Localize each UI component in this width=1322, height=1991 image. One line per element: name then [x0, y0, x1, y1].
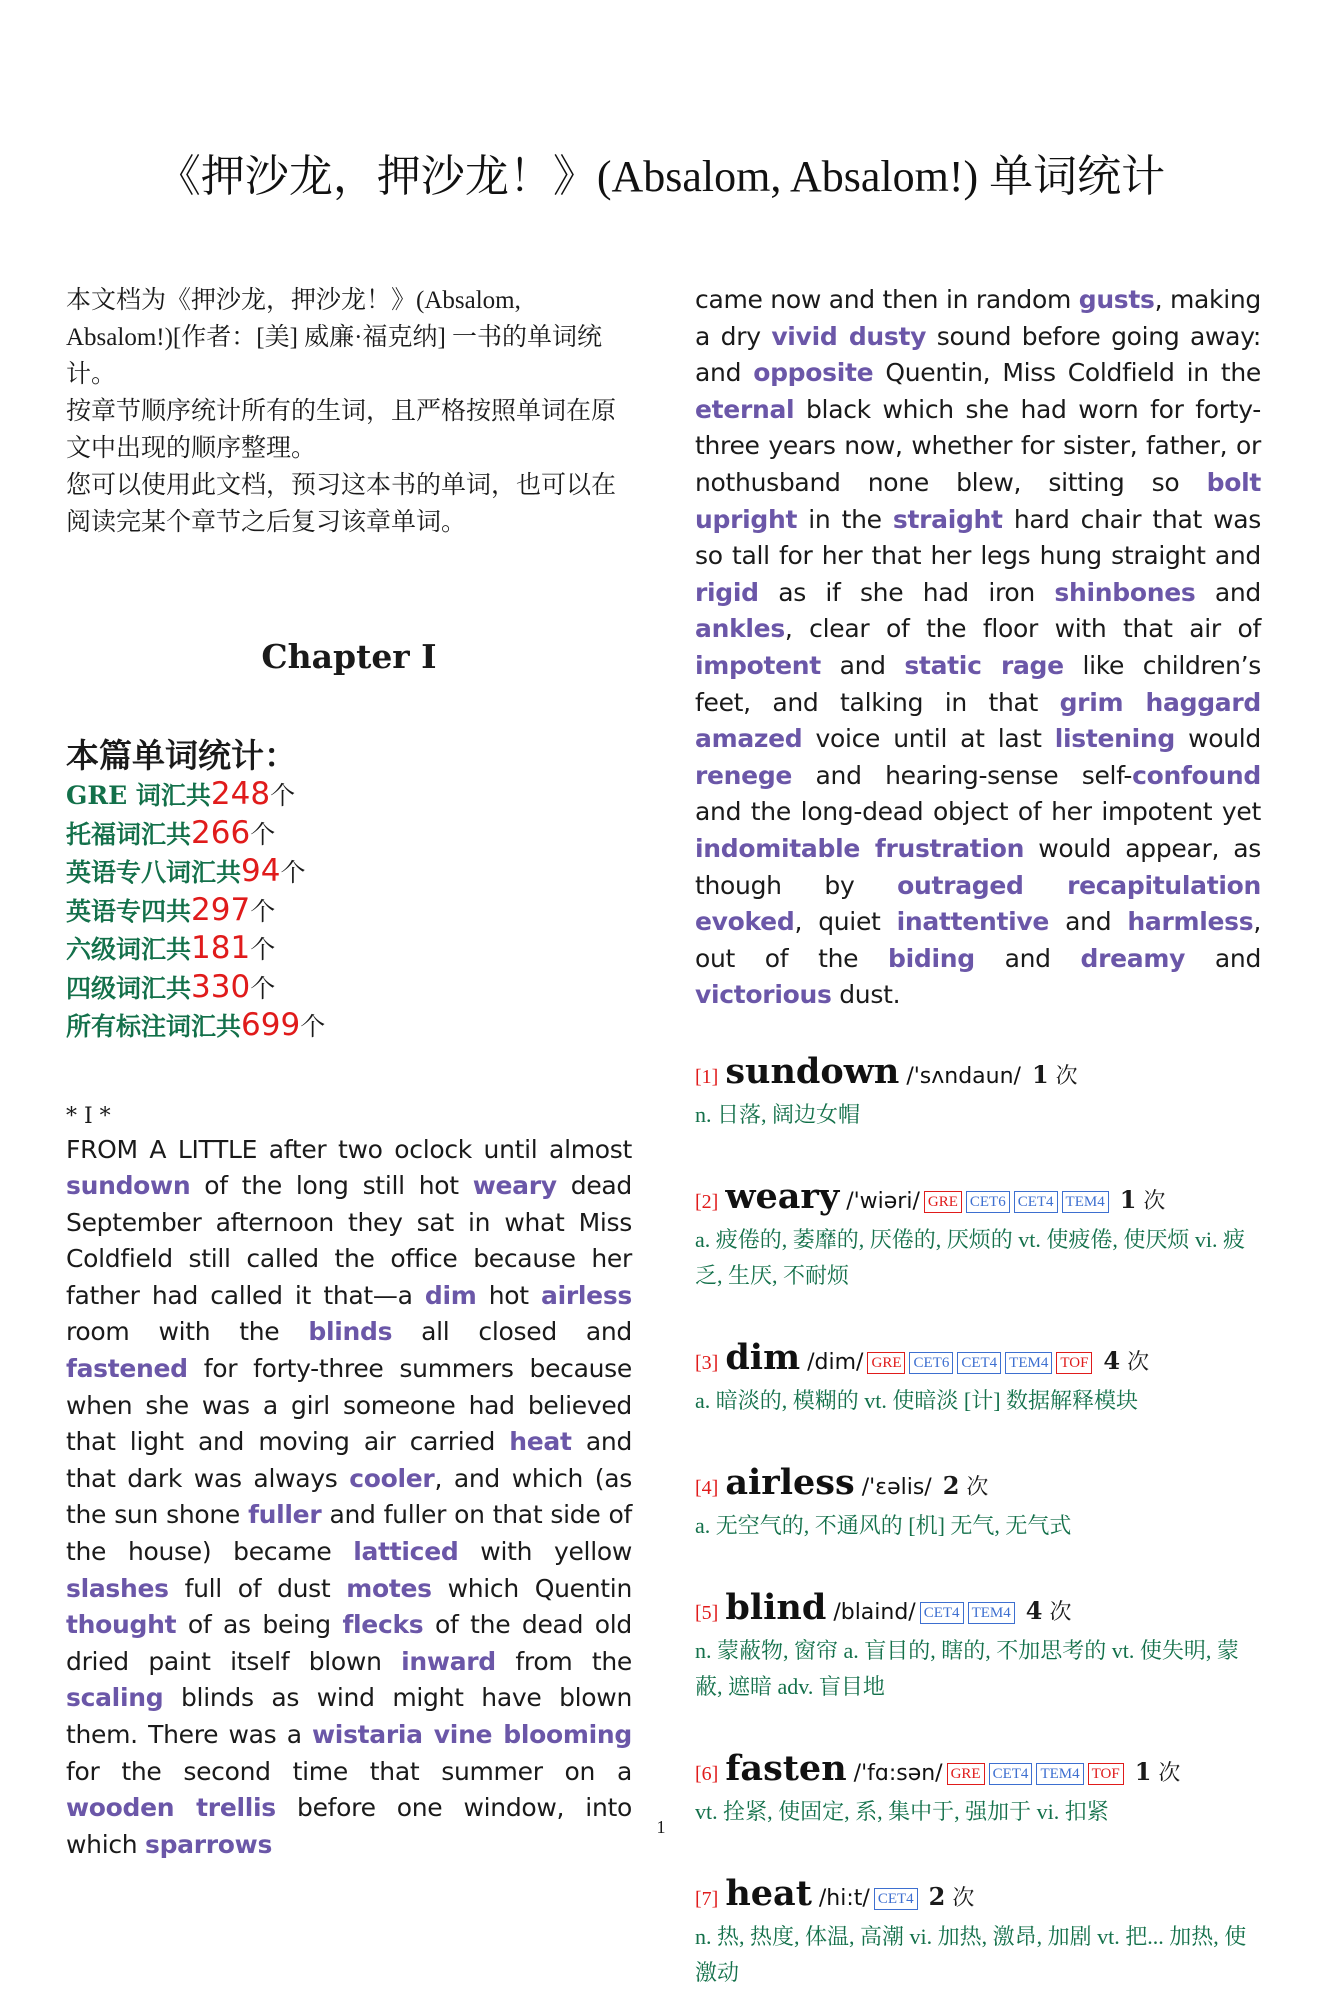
stat-unit: 个: [300, 1012, 326, 1041]
intro: [66, 282, 632, 541]
vocab-head: [695, 1588, 1261, 1633]
highlighted-word[interactable]: grim haggard amazed: [695, 687, 1261, 754]
highlighted-word[interactable]: scaling: [66, 1683, 164, 1713]
entry-phonetic: /'sʌndaun/: [906, 1063, 1021, 1089]
text-run: all closed and: [392, 1317, 632, 1347]
highlighted-word[interactable]: dreamy: [1080, 943, 1186, 973]
entry-count: 4: [1025, 1595, 1043, 1625]
entry-count: 1: [1119, 1184, 1137, 1214]
stat-unit: 个: [250, 973, 276, 1003]
stat-unit: 个: [250, 819, 276, 849]
highlighted-word[interactable]: renege: [695, 760, 793, 790]
entry-phonetic: /hi:t/: [818, 1885, 870, 1911]
entry-count: 2: [928, 1881, 946, 1911]
entry-count-unit: 次: [966, 1474, 989, 1500]
stat-count: 248: [210, 776, 271, 812]
stat-count: 699: [241, 1007, 301, 1043]
stat-unit: 个: [250, 935, 276, 964]
text-run: blinds as wind might have blown them. There was a: [66, 1683, 632, 1749]
text-run: hard chair that was so tall for her that her legs hung straight and: [695, 504, 1261, 571]
highlighted-word[interactable]: ankles: [695, 614, 785, 644]
highlighted-word[interactable]: sundown: [66, 1171, 191, 1201]
text-run: room with the: [66, 1317, 309, 1347]
text-run: from the: [495, 1646, 632, 1676]
entry-count: 1: [1031, 1059, 1049, 1089]
page-title: 《押沙龙，押沙龙！》(Absalom, Absalom!) 单词统计: [156, 152, 1166, 201]
text-run: and: [1049, 907, 1128, 937]
text-run: in the: [797, 504, 893, 534]
highlighted-word[interactable]: latticed: [353, 1537, 459, 1567]
stat-row: [66, 815, 632, 854]
level-tag: CET6: [909, 1352, 953, 1374]
vocab-head: [695, 1177, 1261, 1222]
entry-definition: vt. 拴紧, 使固定, 系, 集中于, 强加于 vi. 扣紧: [695, 1798, 1109, 1824]
entry-phonetic: /dim/: [807, 1349, 864, 1375]
vocab-head: [695, 1749, 1261, 1794]
highlighted-word[interactable]: blinds: [308, 1317, 393, 1347]
entry-count-unit: 次: [1055, 1063, 1078, 1089]
text-run: as if she had iron: [758, 577, 1055, 607]
highlighted-word[interactable]: victorious: [695, 980, 832, 1010]
entry-count-unit: 次: [1049, 1599, 1072, 1625]
highlighted-word[interactable]: fastened: [66, 1354, 188, 1384]
stat-row: [66, 776, 632, 815]
highlighted-word[interactable]: wooden trellis: [66, 1793, 276, 1823]
entry-definition: a. 无空气的, 不通风的 [机] 无气, 无气式: [695, 1512, 1072, 1538]
text-run: , out of the: [695, 907, 1261, 973]
text-run: of the dead old dried paint itself blown: [66, 1610, 632, 1676]
vocab-head: [695, 1463, 1261, 1508]
intro-paragraph: 您可以使用此文档，预习这本书的单词，也可以在阅读完某个章节之后复习该章单词。: [66, 472, 617, 536]
vocab-entry: [695, 1052, 1261, 1133]
highlighted-word[interactable]: cooler: [349, 1463, 435, 1493]
text-run: before one window, into which: [66, 1793, 632, 1859]
text-run: and: [1185, 943, 1262, 973]
text-run: , clear of the floor with that air of: [784, 614, 1261, 644]
stat-row: [66, 930, 632, 969]
entry-index: [7]: [695, 1887, 719, 1910]
entry-index: [5]: [695, 1601, 719, 1624]
highlighted-word[interactable]: motes: [346, 1573, 432, 1603]
highlighted-word[interactable]: biding: [887, 943, 975, 973]
entry-phonetic: /'fɑ:sən/: [853, 1760, 943, 1786]
entry-word[interactable]: airless: [725, 1461, 855, 1503]
chapter-text-right: [695, 282, 1261, 1014]
text-run: and fuller on that side of the house) became: [66, 1500, 632, 1567]
entry-word[interactable]: blind: [725, 1586, 827, 1628]
stats-list: [66, 776, 632, 1046]
highlighted-word[interactable]: inattentive: [896, 907, 1050, 937]
level-tag: TEM4: [968, 1602, 1015, 1624]
highlighted-word[interactable]: gusts: [1078, 285, 1155, 314]
level-tag: TEM4: [1036, 1763, 1083, 1785]
entry-index: [1]: [695, 1065, 719, 1088]
text-run: , and which (as the sun shone: [66, 1463, 632, 1530]
page-number: 1: [656, 1817, 666, 1837]
highlighted-word[interactable]: fuller: [248, 1500, 322, 1530]
highlighted-word[interactable]: bolt upright: [695, 467, 1261, 534]
stat-label: GRE 词汇共: [66, 781, 211, 810]
stat-label: 英语专四共: [66, 896, 192, 926]
highlighted-word[interactable]: harmless: [1127, 907, 1254, 937]
stat-count: 330: [191, 968, 251, 1005]
stat-row: [66, 1007, 632, 1046]
text-run: hot: [476, 1280, 542, 1310]
entry-phonetic: /'wiəri/: [846, 1188, 920, 1214]
highlighted-word[interactable]: rigid: [695, 577, 759, 607]
level-tag: CET6: [966, 1191, 1010, 1213]
text-run: with yellow: [458, 1537, 632, 1567]
highlighted-word[interactable]: outraged recapitulation evoked: [695, 870, 1261, 937]
text-run: Quentin, Miss Coldfield in the: [873, 358, 1261, 388]
text-run: and hearing-sense self-: [792, 760, 1133, 790]
text-run: of the long still hot: [190, 1171, 473, 1201]
text-run: dead September afternoon they sat in what Miss Coldfield still called the office because her father had called it that—a: [66, 1171, 633, 1310]
text-run: came now and then in random: [695, 285, 1079, 314]
entry-index: [4]: [695, 1476, 719, 1499]
entry-definition: a. 暗淡的, 模糊的 vt. 使暗淡 [计] 数据解释模块: [695, 1387, 1139, 1413]
text-run: black which she had worn for forty-three years now, whether for sister, father, or nothusband none blew, sitting so: [695, 394, 1261, 497]
level-tag: CET4: [957, 1352, 1001, 1374]
text-run: and: [820, 650, 905, 680]
highlighted-word[interactable]: flecks: [342, 1610, 424, 1640]
entry-word[interactable]: dim: [725, 1336, 801, 1378]
entry-count-unit: 次: [1143, 1188, 1166, 1214]
entry-word[interactable]: heat: [725, 1872, 812, 1914]
stat-label: 英语专八词汇共: [66, 858, 242, 887]
level-tag: TOF: [1056, 1352, 1092, 1374]
stat-count: 297: [191, 891, 251, 928]
stat-unit: 个: [250, 896, 276, 926]
entry-count: 1: [1134, 1756, 1152, 1786]
entry-definition: n. 蒙蔽物, 窗帘 a. 盲目的, 瞎的, 不加思考的 vt. 使失明, 蒙蔽, 遮暗 adv. 盲目地: [695, 1637, 1239, 1699]
text-run: sound before going away: and: [695, 321, 1261, 388]
entry-word[interactable]: weary: [725, 1175, 840, 1217]
level-tag: TEM4: [1062, 1191, 1109, 1213]
right-column: [695, 282, 1261, 1991]
entry-word[interactable]: sundown: [725, 1050, 900, 1092]
chapter-text-left: [66, 1132, 632, 1864]
text-run: and: [974, 943, 1081, 973]
stat-row: [66, 892, 632, 931]
intro-paragraph: 按章节顺序统计所有的生词，且严格按照单词在原文中出现的顺序整理。: [66, 398, 617, 462]
vocab-entry: [695, 1874, 1261, 1991]
entry-count-unit: 次: [952, 1885, 975, 1911]
highlighted-word[interactable]: wistaria vine blooming: [312, 1720, 632, 1749]
highlighted-word[interactable]: opposite: [753, 358, 874, 388]
vocab-head: [695, 1052, 1261, 1097]
entry-count-unit: 次: [1127, 1349, 1150, 1375]
highlighted-word[interactable]: weary: [472, 1171, 557, 1201]
stat-label: 所有标注词汇共: [66, 1012, 242, 1041]
highlighted-word[interactable]: sparrows: [144, 1829, 273, 1859]
text-run: voice until at last: [802, 724, 1055, 754]
intro-paragraph: 本文档为《押沙龙，押沙龙！》(Absalom, Absalom!)[作者：[美] 威廉·福克纳] 一书的单词统计。: [66, 287, 603, 388]
entry-count-unit: 次: [1158, 1760, 1181, 1786]
highlighted-word[interactable]: eternal: [695, 394, 795, 424]
vocab-entry: [695, 1463, 1261, 1544]
stat-unit: 个: [280, 858, 306, 887]
highlighted-word[interactable]: inward: [401, 1646, 496, 1676]
text-run: FROM A LITTLE after two oclock until almost: [66, 1134, 632, 1164]
entry-count: 2: [942, 1470, 960, 1500]
text-run: and the long-dead object of her impotent yet: [695, 797, 1261, 827]
level-tag: CET4: [920, 1602, 964, 1624]
stat-row: [66, 969, 632, 1008]
entry-index: [6]: [695, 1762, 719, 1785]
vocab-entry: [695, 1588, 1261, 1705]
text-run: , making a dry: [695, 285, 1261, 351]
stat-count: 94: [241, 853, 281, 889]
level-tag: GRE: [867, 1352, 905, 1374]
entry-word[interactable]: fasten: [725, 1747, 847, 1789]
level-tag: GRE: [924, 1191, 962, 1213]
text-run: dust.: [831, 980, 901, 1010]
level-tag: GRE: [947, 1763, 985, 1785]
vocab-head: [695, 1874, 1261, 1919]
level-tag: CET4: [989, 1763, 1033, 1785]
stat-label: 四级词汇共: [66, 973, 192, 1003]
highlighted-word[interactable]: static rage: [904, 650, 1064, 680]
stat-unit: 个: [270, 781, 296, 810]
entry-count: 4: [1103, 1345, 1121, 1375]
stat-label: 六级词汇共: [66, 935, 192, 964]
entry-phonetic: /'ɛəlis/: [861, 1474, 932, 1500]
level-tag: CET4: [874, 1888, 918, 1910]
entry-phonetic: /blaind/: [833, 1599, 916, 1625]
text-run: like children’s feet, and talking in that: [695, 650, 1262, 717]
vocabulary-list: [695, 1052, 1261, 1991]
section-marker: * I *: [66, 1103, 111, 1129]
text-run: and that dark was always: [66, 1427, 633, 1493]
highlighted-word[interactable]: straight: [892, 504, 1003, 534]
text-run: would: [1175, 724, 1261, 754]
text-run: which Quentin: [431, 1573, 632, 1603]
vocab-head: [695, 1338, 1261, 1383]
stat-label: 托福词汇共: [66, 819, 192, 849]
vocab-entry: [695, 1177, 1261, 1294]
text-run: for the second time that summer on a: [66, 1756, 632, 1786]
text-run: full of dust: [168, 1573, 347, 1603]
text-run: would appear, as though by: [695, 833, 1261, 900]
highlighted-word[interactable]: listening: [1054, 724, 1176, 754]
left-column: [66, 282, 632, 1863]
text-run: , quiet: [794, 907, 897, 937]
highlighted-word[interactable]: vivid dusty: [771, 321, 927, 351]
text-run: of as being: [176, 1610, 343, 1640]
highlighted-word[interactable]: confound: [1132, 760, 1261, 790]
highlighted-word[interactable]: thought: [66, 1610, 177, 1640]
entry-definition: n. 热, 热度, 体温, 高潮 vi. 加热, 激昂, 加剧 vt. 把... 加热, 使激动: [695, 1923, 1247, 1985]
highlighted-word[interactable]: slashes: [66, 1573, 169, 1603]
entry-definition: n. 日落, 阔边女帽: [695, 1101, 861, 1127]
stat-row: [66, 853, 632, 892]
stat-count: 266: [191, 814, 251, 851]
highlighted-word[interactable]: heat: [509, 1427, 572, 1457]
level-tag: TOF: [1088, 1763, 1124, 1785]
text-run: and: [1195, 577, 1262, 607]
text-run: for forty-three summers because when she was a girl someone had believed that light and moving air carried: [66, 1354, 632, 1457]
highlighted-word[interactable]: shinbones: [1054, 577, 1196, 607]
entry-definition: a. 疲倦的, 萎靡的, 厌倦的, 厌烦的 vt. 使疲倦, 使厌烦 vi. 疲乏, 生厌, 不耐烦: [695, 1226, 1245, 1288]
chapter-title: Chapter I: [261, 637, 437, 676]
highlighted-word[interactable]: dim: [424, 1280, 477, 1310]
entry-index: [3]: [695, 1351, 719, 1374]
level-tag: TEM4: [1005, 1352, 1052, 1374]
vocab-entry: [695, 1338, 1261, 1419]
stat-count: 181: [191, 930, 251, 966]
stats-heading: 本篇单词统计：: [66, 736, 297, 775]
highlighted-word[interactable]: airless: [541, 1280, 632, 1310]
highlighted-word[interactable]: indomitable frustration: [695, 833, 1025, 863]
entry-index: [2]: [695, 1190, 719, 1213]
highlighted-word[interactable]: impotent: [695, 650, 821, 680]
level-tag: CET4: [1014, 1191, 1058, 1213]
